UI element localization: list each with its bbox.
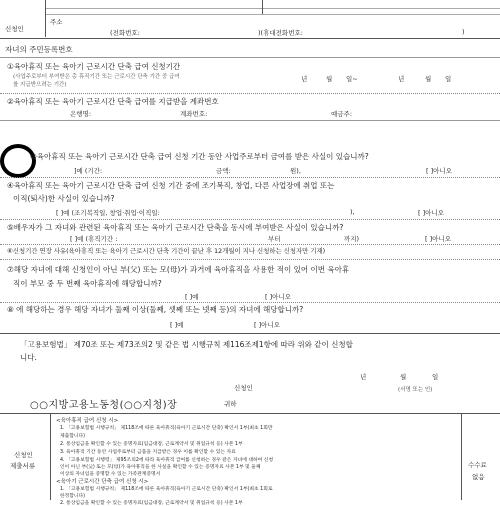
q1-year2: 년 — [398, 75, 405, 83]
leave-attachments-header: <육아휴직 급여 신청 시> — [56, 418, 119, 424]
q8-no: [ ]아니오 — [254, 321, 280, 329]
q8-yes: [ ]예 — [170, 321, 184, 329]
declaration-text: 「고용보험법」 제70조 또는 제73조의2 및 같은 법 시행규칙 제116조제1항에 따라 위와 같이 신청합 — [20, 340, 353, 349]
phone-end: ) — [462, 28, 465, 36]
q2-label: ②육아휴직 또는 육아기 근로시간 단축 급여를 지급받을 계좌번호 — [7, 97, 219, 106]
divider — [45, 0, 46, 37]
q3-no: [ ]아니오 — [426, 167, 452, 175]
divider — [50, 413, 51, 500]
date-month: 월 — [400, 373, 407, 381]
q6-label: ⑥신청기간 연장 사유(육아휴직 또는 육아기 근로시간 단축 기간이 끝난 후 12개월이 지나 신청하는 신청자만 기재) — [7, 247, 326, 255]
divider — [0, 259, 500, 260]
attachment-item: 제출합니다) — [60, 434, 86, 439]
attachment-item: 1. 「고용보험법 시행규칙」 제118조에 따른 육아휴직(육아기 근로시간 단축) 확인서 1부(최초 1회만 — [60, 426, 273, 431]
recipient-name: ○○지방고용노동청(○○지청)장 — [30, 400, 178, 411]
divider — [0, 93, 500, 94]
fee-value: 없음 — [472, 473, 485, 481]
divider — [0, 219, 500, 220]
recipient-honorific: 귀하 — [224, 400, 237, 408]
phone-label: (전화번호: — [110, 29, 140, 37]
date-day: 일 — [432, 373, 439, 381]
q7-label: ⑦해당 자녀에 대해 신청인이 아닌 부(父) 또는 모(母)가 과거에 육아휴직을 사용한 적이 있어 이번 육아휴 — [7, 265, 350, 274]
attachments-label: 신청인 — [14, 451, 33, 459]
divider — [0, 177, 500, 178]
attachment-item: 2. 통상임금을 확인할 수 있는 증명자료(임금대장, 근로계약서 및 취업규칙 등) 사본 1부 — [60, 442, 243, 447]
q3-amount: 금액: — [216, 167, 231, 175]
q7-no: [ ]아니오 — [265, 293, 291, 301]
divider — [0, 302, 500, 303]
q4-no: [ ]아니오 — [418, 209, 444, 217]
divider — [0, 120, 500, 121]
q1-year: 년 — [301, 75, 308, 83]
attachment-item: 1. 「고용보험법 시행규칙」 제118조에 따른 육아휴직(육아기 근로시간 단축) 확인서 1부(최초 1회로 — [60, 487, 273, 492]
q2-bank: 은행명: — [70, 110, 92, 118]
q5-until: 부터 — [268, 235, 281, 243]
address-label: 주소 — [50, 18, 63, 26]
attachment-item: 이상의 자녀임을 증명할 수 있는 가족관계증명서 — [60, 472, 161, 477]
attachment-item: 4. 「고용보험법 시행령」 제95조의2에 따라 육아휴직 급여를 신청하는 경우 같은 자녀에 대하여 신청 — [60, 458, 274, 463]
q1-note-2: 를 지급받으려는 기간) — [13, 82, 67, 88]
q3-won: 원), — [290, 167, 301, 175]
declaration-text-2: 니다. — [20, 353, 37, 362]
divider — [0, 38, 500, 39]
applicant-section-label: 신청인 — [5, 25, 24, 33]
divider — [0, 333, 500, 334]
q1-label: ①육아휴직 또는 육아기 근로시간 단축 급여 신청기간 — [7, 62, 181, 71]
q5-yes: [ ]예 (휴직기간 : — [70, 235, 118, 243]
q7-yes: [ ]예 — [185, 293, 199, 301]
divider — [0, 413, 500, 414]
attachment-item: 인이 아닌 부(父) 또는 모(母)가 육아휴직을 한 사실을 확인할 수 있는 증명자료 사본 1부 및 둘째 — [60, 465, 261, 470]
q5-label: ⑤배우자가 그 자녀와 관련된 육아휴직 또는 육아기 근로시간 단축을 동시에 부여받은 사실이 있습니까? — [7, 223, 344, 232]
attachment-item: 3. 육아휴직 기간 동안 사업주로부터 금품을 지급받은 경우 이를 확인할 수 있는 자료 — [60, 450, 236, 455]
q8-label: ⑧ 에 해당하는 경우 해당 자녀가 둘째 이상(둘째, 셋째 또는 넷째 등)의 자녀에 해당합니까? — [7, 305, 304, 314]
q1-day2: 일 — [445, 75, 452, 83]
divider — [46, 14, 500, 15]
divider — [0, 57, 500, 58]
q4-close: ), — [350, 208, 355, 216]
date-year: 년 — [360, 373, 367, 381]
divider — [0, 244, 500, 245]
divider — [262, 0, 263, 14]
q2-holder: 예금주: — [331, 110, 353, 118]
q4-label-2: 이직(퇴사)한 사실이 있습니까? — [13, 194, 115, 203]
q7-label-2: 직이 부모 중 두 번째 육아휴직에 해당합니까? — [13, 279, 162, 288]
q1-month: 월 — [326, 75, 333, 83]
child-id-label: 자녀의 주민등록번호 — [5, 45, 73, 54]
attachment-item: 한정합니다) — [60, 494, 86, 499]
q4-label: ④육아휴직 또는 육아기 근로시간 단축 급여 신청 기간 중에 조기복직, 창업, 다른 사업장에 취업 또는 — [7, 181, 335, 190]
sign-or-seal: (서명 또는 인) — [398, 387, 433, 393]
q1-month2: 월 — [425, 75, 432, 83]
q5-no: [ ]아니오 — [425, 235, 451, 243]
divider — [461, 413, 462, 500]
q4-yes: [ ]예 (조기복직일, 창업·취업·이직일: — [56, 209, 160, 217]
mobile-label: )(휴대전화번호: — [258, 29, 303, 37]
attachments-label-2: 제출서류 — [10, 462, 36, 470]
q5-until2: 까지) — [344, 235, 360, 243]
fee-label: 수수료 — [468, 461, 487, 469]
q1-day: 일~ — [346, 75, 358, 83]
attachment-item: 2. 통상임금을 확인할 수 있는 증명자료(임금대장, 근로계약서 및 취업규칙 등) 사본 1부 — [60, 501, 243, 506]
q3-yes: ]예 (기간: — [74, 167, 103, 175]
q2-account: 계좌번호: — [180, 110, 208, 118]
reduction-attachments-header: <육아기 근로시간 단축 급여 신청 시> — [56, 479, 149, 485]
divider — [46, 8, 500, 9]
q1-note: (사업주로부터 부여받은 총 휴직기간 또는 근로시간 단축 기간 중 급여 — [13, 74, 180, 80]
applicant-sign-label: 신청인 — [234, 384, 253, 392]
q3-label: ③육아휴직 또는 육아기 근로시간 단축 급여 신청 기간 동안 사업주로부터 금여를 받은 사실이 있습니까? — [30, 152, 369, 161]
